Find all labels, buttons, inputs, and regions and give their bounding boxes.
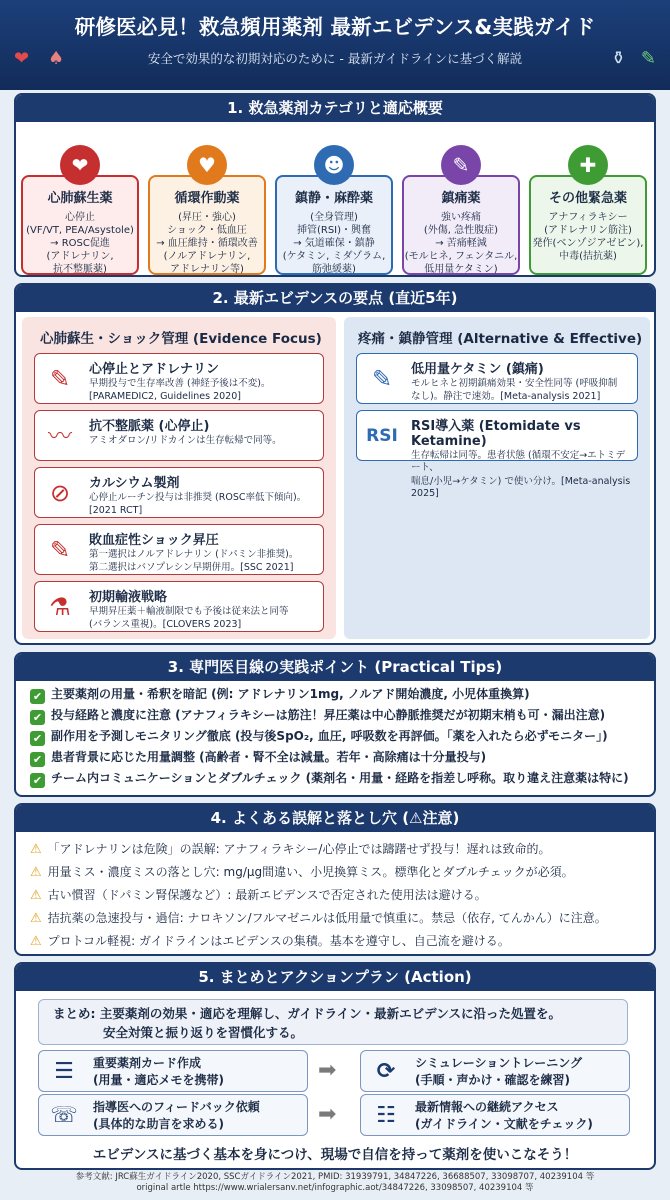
header [0, 0, 670, 90]
category-line: (昇圧・強心) [178, 211, 236, 223]
action-item [38, 1050, 308, 1092]
category-name: 循環作動薬 [174, 191, 240, 206]
category-card [529, 153, 647, 275]
evidence-detail: 心停止ルーチン投与は非推奨 (ROSC率低下傾向)。 [89, 492, 307, 503]
warning-icon: ⚠ [30, 888, 42, 903]
category-line: 心停止 [65, 211, 95, 223]
evidence-detail: モルヒネと初期鎮痛効果・安全性同等 (呼吸抑制 [411, 378, 618, 389]
category-line: アナフィラキシー [548, 211, 628, 223]
category-line: (ノルアドレナリン, [163, 250, 251, 262]
warning-icon: ⚠ [30, 865, 42, 880]
pitfall-text: プロトコル軽視: ガイドラインはエビデンスの集積。基本を遵守し、自己流を避ける。 [47, 934, 510, 948]
tip-item [16, 726, 654, 747]
syringe-icon: ✎ [640, 48, 656, 69]
category-name: 心肺蘇生薬 [47, 191, 113, 206]
action-item [360, 1050, 630, 1092]
tip-text: 副作用を予測しモニタリング徹底 (投与後SpO₂, 血圧, 呼吸数を再評価。「薬を入れたら必ずモニター」) [51, 729, 608, 743]
evidence-card [34, 581, 324, 632]
checkmark-icon: ✔ [30, 710, 45, 725]
summary-line-1: まとめ: 主要薬剤の効果・適応を理解し、ガイドライン・最新エビデンスに沿った処置を。 [53, 1006, 561, 1021]
category-line: → 気道確保・鎮静 [293, 237, 375, 249]
syringe-icon: ✎ [441, 145, 481, 185]
category-line: 抗不整脈薬) [53, 263, 107, 275]
evidence-detail: 喘息/小児→ケタミン) で使い分け。[Meta-analysis 2025] [411, 475, 631, 500]
category-line: → 血圧維持・循環改善 [156, 237, 258, 249]
refresh-icon: ⟳ [376, 1059, 396, 1084]
panel-title: 心肺蘇生・ショック管理 (Evidence Focus) [40, 331, 322, 347]
tip-item [16, 684, 654, 705]
arrow-right-icon: ➡ [318, 1058, 337, 1083]
category-line: (全身管理) [310, 211, 358, 223]
category-line: (VF/VT, PEA/Asystole) [26, 224, 134, 236]
evidence-card [34, 467, 324, 518]
action-item [38, 1094, 308, 1136]
action-title: 指導医へのフィードバック依頼 [93, 1100, 260, 1114]
references: 参考文献: JRC蘇生ガイドライン2020, SSCガイドライン2021, PMID: 31939791, 34847226, 36688507, 33098707, 40239104 等 [75, 1172, 595, 1182]
page-subtitle: 安全で効果的な初期対応のために - 最新ガイドラインに基づく解説 [147, 51, 523, 66]
category-card [275, 153, 393, 275]
category-line: (外傷, 急性腹症) [423, 224, 499, 236]
section-title: 2. 最新エビデンスの要点 (直近5年) [16, 285, 654, 312]
evidence-card [356, 410, 638, 500]
mask-icon: ☻ [314, 145, 354, 185]
pitfall-item [16, 838, 654, 861]
category-name: その他緊急薬 [548, 191, 627, 206]
action-detail: (具体的な助言を求める) [93, 1117, 224, 1132]
no-icon: ⊘ [49, 479, 71, 507]
category-line: ショック・低血圧 [167, 224, 247, 236]
warning-icon: ⚠ [30, 911, 42, 926]
books-icon: ☷ [376, 1103, 396, 1128]
category-line: 筋弛緩薬) [312, 263, 356, 275]
section-categories [14, 93, 656, 277]
heart-icon: ❤ [14, 48, 30, 69]
evidence-title: カルシウム製剤 [89, 476, 180, 491]
action-item [360, 1094, 630, 1136]
category-name: 鎮静・麻酔薬 [294, 191, 373, 206]
category-line: 発作(ベンゾジアゼピン), [532, 237, 644, 249]
pitfall-text: 古い慣習（ドパミン腎保護など）: 最新エビデンスで否定された使用法は避ける。 [47, 888, 487, 902]
category-card [21, 153, 139, 275]
pitfall-text: 「アドレナリンは危険」の誤解: アナフィラキシー/心停止では躊躇せず投与！遅れは致命的。 [47, 842, 551, 856]
action-title: 最新情報への継続アクセス [415, 1100, 559, 1114]
summary-box [38, 999, 628, 1045]
category-line: → ROSC促進 [50, 237, 110, 249]
rsi-icon: RSI [366, 426, 398, 446]
category-line: 中毒(拮抗薬) [559, 250, 617, 262]
evidence-detail: なし)。静注で速効。[Meta-analysis 2021] [411, 391, 601, 403]
evidence-detail: 第一選択はノルアドレナリン (ドパミン非推奨)。 [89, 549, 299, 560]
evidence-title: 抗不整脈薬 (心停止) [89, 419, 210, 434]
evidence-detail: [2021 RCT] [89, 505, 143, 517]
iv-bag-icon: ⚗ [49, 593, 71, 621]
checkmark-icon: ✔ [30, 731, 45, 746]
checkmark-icon: ✔ [30, 689, 45, 704]
action-detail: (手順・声かけ・確認を練習) [415, 1073, 570, 1088]
tip-item [16, 747, 654, 768]
evidence-title: 敗血症性ショック昇圧 [89, 533, 219, 548]
category-line: (ケタミン, ミダゾラム, [282, 250, 386, 262]
action-title: 重要薬剤カード作成 [93, 1056, 202, 1070]
warning-icon: ⚠ [30, 842, 42, 857]
footer [0, 1172, 670, 1195]
pitfall-text: 拮抗薬の急速投与・過信: ナロキソン/フルマゼニルは低用量で慎重に。禁忌（依存, てんかん）に注意。 [47, 911, 607, 925]
closing-message: エビデンスに基づく基本を身につけ、現場で自信を持って薬剤を使いこなそう！ [92, 1147, 578, 1163]
pitfall-item [16, 884, 654, 907]
category-line: 挿管(RSI)・興奮 [296, 224, 372, 236]
pulse-icon: ♥ [187, 145, 227, 185]
evidence-detail: (バランス重視)。[CLOVERS 2023] [89, 619, 242, 631]
section-action [14, 962, 656, 1170]
heart-icon: ❤ [60, 145, 100, 185]
evidence-title: 心停止とアドレナリン [89, 362, 220, 377]
category-line: (モルヒネ, フェンタニル, [404, 250, 518, 262]
category-line: (アドレナリン筋注) [544, 224, 632, 236]
evidence-left-panel [22, 317, 336, 639]
section-pitfalls [14, 803, 656, 956]
action-title: シミュレーショントレーニング [415, 1056, 583, 1070]
checkmark-icon: ✔ [30, 773, 45, 788]
tip-text: 患者背景に応じた用量調整 (高齢者・腎不全は減量。若年・高除痛は十分量投与) [51, 750, 487, 764]
tip-item [16, 705, 654, 726]
evidence-right-panel [344, 317, 650, 639]
tip-item [16, 768, 654, 789]
section-title: 1. 救急薬剤カテゴリと適応概要 [16, 95, 654, 122]
pitfall-text: 用量ミス・濃度ミスの落とし穴: mg/μg間違い、小児換算ミス。標準化とダブルチェックが必須。 [47, 865, 574, 879]
evidence-title: RSI導入薬 (Etomidate vs Ketamine) [411, 419, 581, 449]
evidence-title: 低用量ケタミン (鎮痛) [411, 362, 544, 377]
evidence-detail: [PARAMEDIC2, Guidelines 2020] [89, 391, 241, 403]
checkmark-icon: ✔ [30, 752, 45, 767]
evidence-card [34, 524, 324, 575]
tip-text: 投与経路と濃度に注意 (アナフィラキシーは筋注！昇圧薬は中心静脈推奨だが初期末梢も可・漏出注意) [51, 708, 606, 722]
plus-icon: ✚ [568, 145, 608, 185]
evidence-detail: アミオダロン/リドカインは生存転帰で同等。 [89, 435, 282, 446]
pitfall-item [16, 930, 654, 953]
clipboard-icon: ☰ [54, 1059, 74, 1084]
page-title: 研修医必見！救急頻用薬剤 最新エビデンス&実践ガイド [74, 15, 596, 39]
section-title: 3. 専門医目線の実践ポイント (Practical Tips) [16, 654, 654, 681]
summary-line-2: 安全対策と振り返りを習慣化する。 [103, 1024, 304, 1040]
syringe-icon: ✎ [49, 536, 71, 564]
category-line: アドレナリン等) [170, 263, 244, 275]
section-title: 4. よくある誤解と落とし穴 (⚠注意) [16, 805, 654, 832]
syringe-icon: ✎ [371, 365, 393, 393]
evidence-detail: 生存転帰は同等。患者状態 (循環不安定→エトミデート、 [411, 450, 626, 474]
original-article: original artle https://www.wrialersanv.net/infographic.aot/34847226, 33098507, 40239104 等 [136, 1183, 534, 1194]
tip-text: チーム内コミュニケーションとダブルチェック (薬剤名・用量・経路を指差し呼称。取り違え注意薬は特に) [51, 771, 629, 785]
evidence-card [356, 353, 638, 404]
section-evidence [14, 283, 656, 645]
pitfall-item [16, 907, 654, 930]
section-tips [14, 652, 656, 797]
pitfall-item [16, 861, 654, 884]
arrow-right-icon: ➡ [318, 1102, 337, 1127]
ecg-icon: 〰 [48, 422, 72, 450]
warning-icon: ⚠ [30, 934, 42, 949]
tip-text: 主要薬剤の用量・希釈を暗記 (例: アドレナリン1mg, ノルアド開始濃度, 小児体重換算) [51, 687, 530, 701]
syringe-icon: ✎ [49, 365, 71, 393]
action-detail: (ガイドライン・文献をチェック) [415, 1117, 593, 1132]
evidence-card [34, 353, 324, 404]
iv-bag-icon: ⚱ [610, 48, 626, 69]
section-title: 5. まとめとアクションプラン (Action) [16, 964, 654, 991]
evidence-card [34, 410, 324, 461]
evidence-detail: 第二選択はバソプレシン早期併用。[SSC 2021] [89, 562, 294, 574]
category-line: → 苦痛軽減 [435, 237, 487, 249]
category-line: 強い疼痛 [441, 211, 481, 223]
category-card [148, 153, 266, 275]
speaker-icon: ☏ [50, 1103, 78, 1128]
evidence-title: 初期輸液戦略 [89, 590, 168, 605]
action-detail: (用量・適応メモを携帯) [93, 1073, 224, 1088]
lungs-icon: ♠ [48, 48, 65, 69]
category-card [402, 153, 520, 275]
category-line: 低用量ケタミン) [424, 263, 498, 275]
panel-title: 疼痛・鎮静管理 (Alternative & Effective) [358, 331, 643, 347]
evidence-detail: 早期昇圧薬＋輸液制限でも予後は従来法と同等 [89, 606, 289, 617]
evidence-detail: 早期投与で生存率改善 (神経予後は不変)。 [89, 378, 271, 389]
category-line: (アドレナリン, [46, 250, 114, 262]
category-name: 鎮痛薬 [441, 191, 481, 206]
